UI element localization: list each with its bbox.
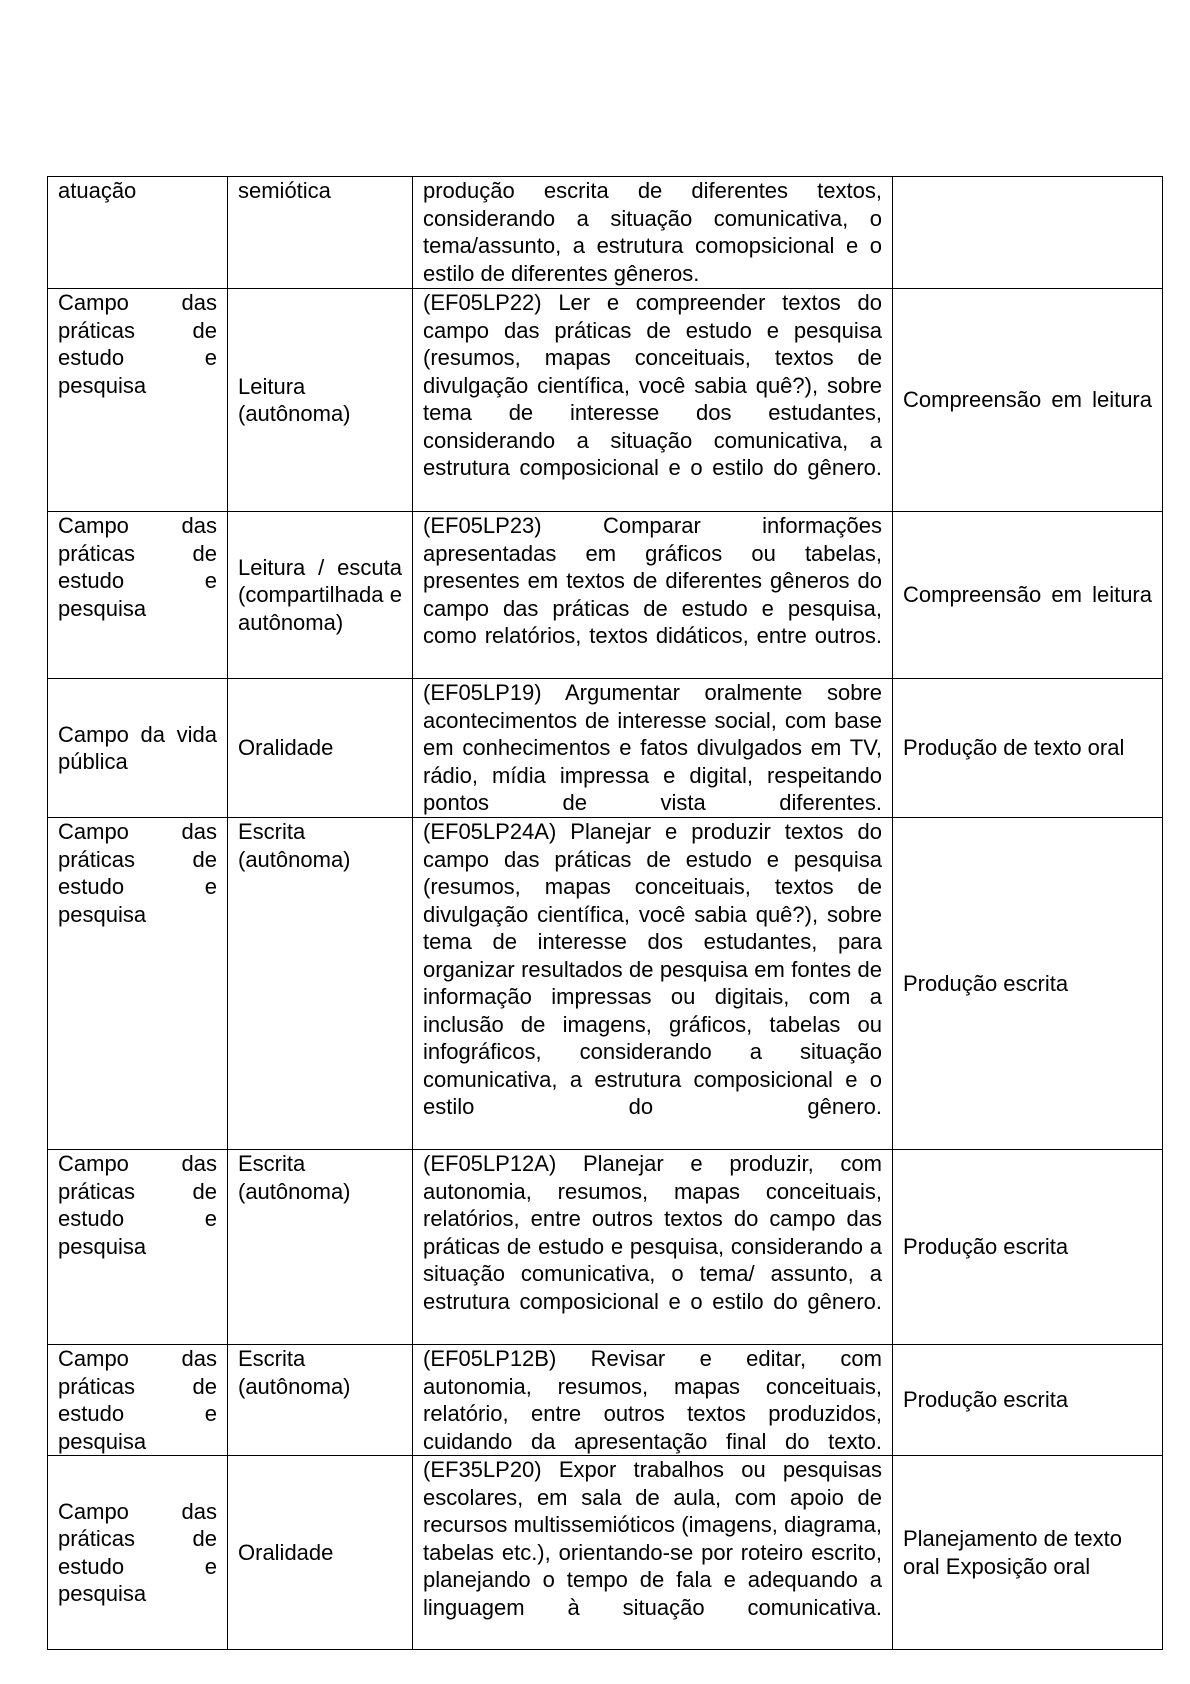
pratica-text: Escrita (autônoma): [238, 819, 351, 872]
habilidade-cell: [413, 1345, 893, 1456]
habilidade-text: (EF05LP12B) Revisar e editar, com autonomia, resumos, mapas conceituais, relatório, entre outros textos produzidos, cuidando da apresentação final do texto.: [423, 1346, 882, 1454]
table-row: [48, 818, 1163, 1150]
campo-text: Campo das práticas de estudo e pesquisa: [58, 290, 217, 398]
pratica-cell: [228, 177, 413, 289]
objeto-cell: [893, 679, 1163, 818]
pratica-text: Escrita (autônoma): [238, 1151, 351, 1204]
habilidade-text: produção escrita de diferentes textos, considerando a situação comunicativa, o tema/assunto, a estrutura comopsicional e o estilo de diferentes gêneros.: [423, 178, 882, 286]
pratica-cell: [228, 679, 413, 818]
objeto-text: Compreensão em leitura: [903, 387, 1152, 413]
habilidade-text: (EF05LP22) Ler e compreender textos do campo das práticas de estudo e pesquisa (resumos, mapas conceituais, textos de divulgação científica, você sabia quê?), sobre tema de interesse dos estudantes, considerando a situação comunicativa, a estrutura composicional e o estilo do gênero.: [423, 290, 882, 480]
objeto-cell: [893, 289, 1163, 512]
pratica-text: Leitura / escuta (compartilhada e autônoma): [238, 554, 402, 635]
campo-cell: [48, 818, 228, 1150]
pratica-text: Oralidade: [238, 735, 334, 761]
objeto-cell: [893, 1345, 1163, 1456]
habilidade-cell: [413, 1150, 893, 1345]
campo-text: Campo das práticas de estudo e pesquisa: [58, 513, 217, 621]
habilidade-cell: [413, 679, 893, 818]
pratica-cell: [228, 1345, 413, 1456]
habilidade-text: (EF05LP23) Comparar informações apresentadas em gráficos ou tabelas, presentes em textos de diferentes gêneros do campo das práticas de estudo e pesquisa, como relatórios, textos didáticos, entre outros.: [423, 513, 882, 648]
objeto-text: Produção escrita: [903, 1234, 1069, 1260]
campo-cell: [48, 177, 228, 289]
table-row: [48, 289, 1163, 512]
habilidade-cell: [413, 177, 893, 289]
objeto-cell: [893, 1456, 1163, 1650]
campo-text: Campo das práticas de estudo e pesquisa: [58, 1498, 217, 1606]
objeto-text: Produção de texto oral: [903, 735, 1125, 761]
pratica-text: Leitura (autônoma): [238, 373, 351, 426]
habilidade-text: (EF05LP24A) Planejar e produzir textos do campo das práticas de estudo e pesquisa (resumos, mapas conceituais, textos de divulgação científica, você sabia quê?), sobre tema de interesse dos estudantes, para organizar resultados de pesquisa em fontes de informação impressas ou digitais, com a inclusão de imagens, gráficos, tabelas ou infográficos, considerando a situação comunicativa, a estrutura composicional e o estilo do gênero.: [423, 819, 882, 1119]
habilidade-cell: [413, 289, 893, 512]
pratica-text: Oralidade: [238, 1539, 334, 1565]
table-row: [48, 679, 1163, 818]
campo-cell: [48, 512, 228, 679]
pratica-text: semiótica: [238, 178, 331, 203]
objeto-text: Planejamento de texto oral Exposição oral: [903, 1526, 1122, 1579]
objeto-cell: [893, 818, 1163, 1150]
pratica-cell: [228, 1456, 413, 1650]
campo-cell: [48, 1150, 228, 1345]
table-row: [48, 1345, 1163, 1456]
table-row: [48, 1456, 1163, 1650]
campo-text: Campo das práticas de estudo e pesquisa: [58, 819, 217, 927]
campo-cell: [48, 1345, 228, 1456]
objeto-cell: [893, 1150, 1163, 1345]
objeto-text: Compreensão em leitura: [903, 582, 1152, 608]
objeto-cell: [893, 512, 1163, 679]
pratica-cell: [228, 289, 413, 512]
objeto-text: Produção escrita: [903, 970, 1069, 996]
objeto-cell: [893, 177, 1163, 289]
habilidade-cell: [413, 1456, 893, 1650]
habilidade-text: (EF35LP20) Expor trabalhos ou pesquisas escolares, em sala de aula, com apoio de recursos multissemióticos (imagens, diagrama, tabelas etc.), orientando-se por roteiro escrito, planejando o tempo de fala e adequando a linguagem à situação comunicativa.: [423, 1457, 882, 1620]
table-row: [48, 512, 1163, 679]
habilidade-text: (EF05LP19) Argumentar oralmente sobre acontecimentos de interesse social, com base em conhecimentos e fatos divulgados em TV, rádio, mídia impressa e digital, respeitando pontos de vista diferentes.: [423, 680, 882, 815]
objeto-text: Produção escrita: [903, 1387, 1069, 1413]
table-row: [48, 1150, 1163, 1345]
habilidade-cell: [413, 818, 893, 1150]
campo-cell: [48, 289, 228, 512]
curriculum-table: [47, 176, 1163, 1650]
table-row: [48, 177, 1163, 289]
campo-cell: [48, 679, 228, 818]
campo-text: Campo da vida pública: [58, 721, 217, 774]
habilidade-text: (EF05LP12A) Planejar e produzir, com autonomia, resumos, mapas conceituais, relatórios, entre outros textos do campo das práticas de estudo e pesquisa, considerando a situação comunicativa, o tema/ assunto, a estrutura composicional e o estilo do gênero.: [423, 1151, 882, 1314]
pratica-cell: [228, 818, 413, 1150]
pratica-text: Escrita (autônoma): [238, 1346, 351, 1399]
habilidade-cell: [413, 512, 893, 679]
pratica-cell: [228, 1150, 413, 1345]
campo-cell: [48, 1456, 228, 1650]
campo-text: atuação: [58, 178, 137, 203]
pratica-cell: [228, 512, 413, 679]
campo-text: Campo das práticas de estudo e pesquisa: [58, 1151, 217, 1259]
campo-text: Campo das práticas de estudo e pesquisa: [58, 1346, 217, 1454]
